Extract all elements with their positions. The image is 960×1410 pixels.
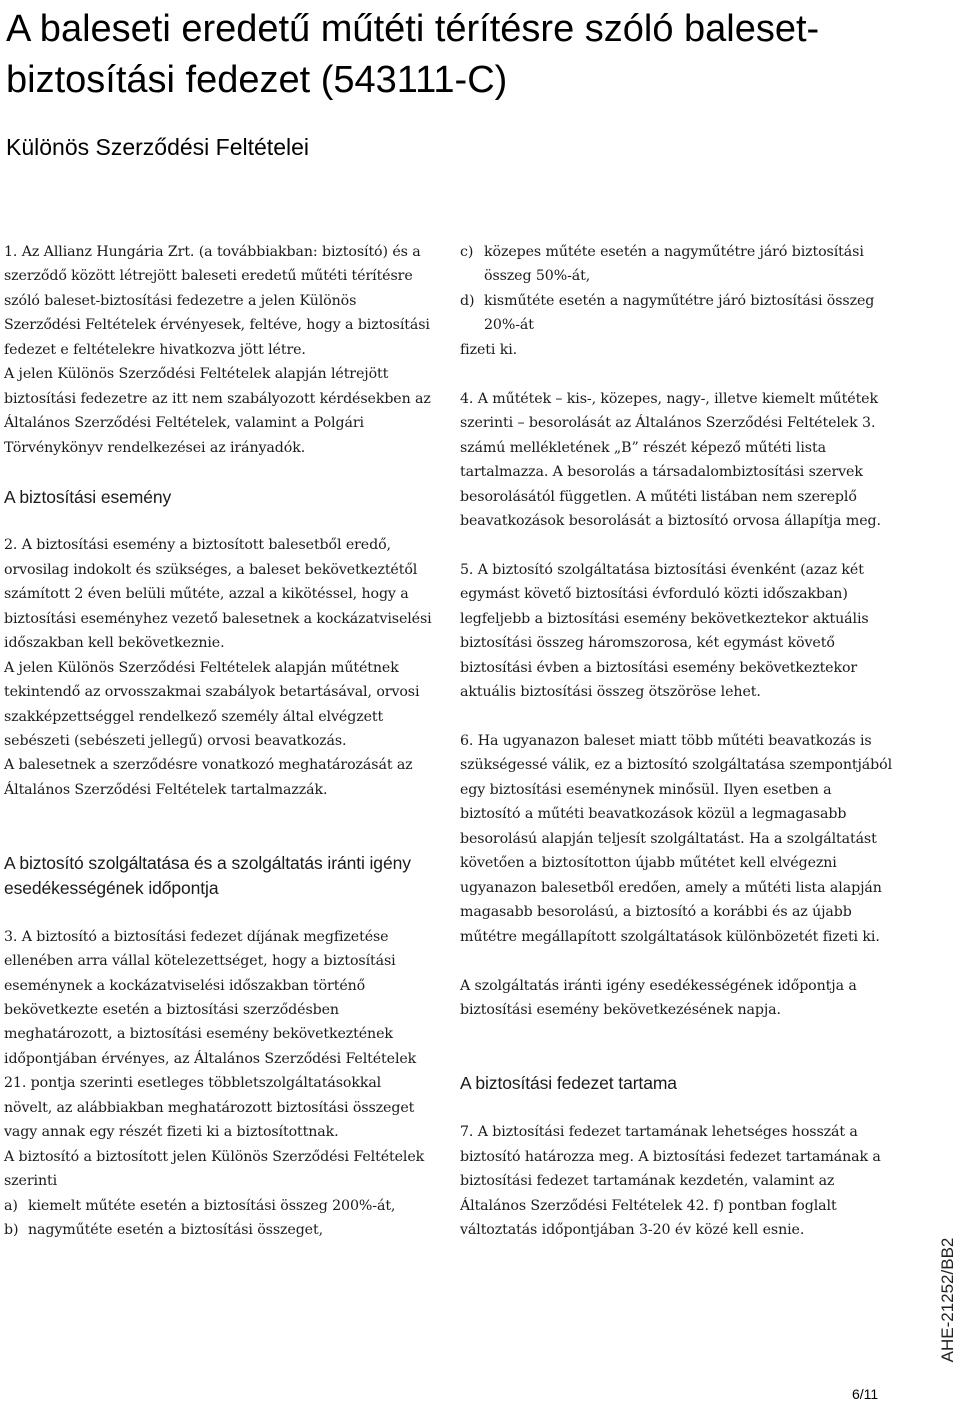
paragraph-5: 5. A biztosító szolgáltatása biztosítási évenként (azaz két egymást követő biztosítási évforduló közti időszakban) legfeljebb a biztosítási esemény bekövetkeztekor aktuális biztosítási összeg háromszorosa, két egymást követő biztosítási évben a biztosítási esemény bekövetkeztekor aktuális biztosítási összeg ötszöröse lehet. (460, 561, 869, 701)
list-label-c: c) (460, 244, 474, 260)
list-text-c: közepes műtéte esetén a nagyműtétre járó biztosítási összeg 50%-át, (484, 244, 864, 285)
list-text-d: kisműtéte esetén a nagyműtétre járó biztosítási összeg 20%-át (484, 292, 875, 334)
right-column (460, 240, 892, 1242)
page-number: 6/11 (852, 1386, 879, 1402)
paragraph-payment-intro: A biztosító a biztosított jelen Különös Szerződési Feltételek szerinti (4, 1148, 425, 1190)
list-label-d: d) (460, 292, 475, 309)
paragraph-3: 3. A biztosító a biztosítási fedezet díjának megfizetése ellenében arra vállal kötelezettséget, hogy a biztosítási eseménynek a kockázatviselési időszakban történő bekövetkezte esetén a biztosítási szerződésben meghatározott, a biztosítási esemény bekövetkeztének időpontjában érvényes, az Általános Szerződési Feltételek 21. pontja szerinti esetleges többletszolgáltatásokkal növelt, az alábbiakban meghatározott biztosítási összeget vagy annak egy részét fizeti ki a biztosítottnak. (4, 928, 417, 1141)
page-title: A baleseti eredetű műtéti térítésre szóló baleset-biztosítási fedezet (543111-C) (6, 8, 820, 101)
paragraph-4: 4. A műtétek – kis-, közepes, nagy-, illetve kiemelt műtétek szerinti – besorolását az Általános Szerződési Feltételek 3. számú mellékletének „B” részét képező műtéti lista tartalmazza. A besorolás a társadalombiztosítási szervek besorolásától független. A műtéti listában nem szereplő beavatkozások besorolását a biztosító orvosa állapítja meg. (460, 390, 881, 529)
document-code: AHE-21252/BB2 (938, 1237, 957, 1363)
paragraph-surgery-definition: A jelen Különös Szerződési Feltételek alapján műtétnek tekintendő az orvosszakmai szabályok betartásával, orvosi szakképzettséggel rendelkező személy által elvégzett sebészeti (sebészeti jellegű) orvosi beavatkozás. (4, 659, 420, 750)
paragraph-pays: fizeti ki. (460, 341, 518, 358)
page-subtitle: Különös Szerződési Feltételei (6, 134, 309, 160)
section-heading-coverage-term: A biztosítási fedezet tartama (460, 1073, 677, 1094)
section-heading-insured-event: A biztosítási esemény (4, 486, 172, 507)
paragraph-accident-definition: A balesetnek a szerződésre vonatkozó meghatározását az Általános Szerződési Feltételek tartalmazzák. (4, 757, 413, 798)
section-heading-insurer-service: A biztosító szolgáltatása és a szolgáltatás iránti igény esedékességének időpontja (4, 853, 411, 898)
paragraph-2: 2. A biztosítási esemény a biztosított balesetből eredő, orvosilag indokolt és szükséges, a baleset bekövetkeztétől számított 2 éven belüli műtéte, azzal a kikötéssel, hogy a biztosítási eseményhez vezető balesetnek a kockázatviselési időszakban kell bekövetkeznie. (4, 537, 432, 652)
list-item-a (4, 1194, 432, 1218)
list-item-d (460, 289, 892, 338)
list-item-c (460, 240, 892, 289)
list-text-b: nagyműtéte esetén a biztosítási összeget, (28, 1222, 323, 1239)
paragraph-7: 7. A biztosítási fedezet tartamának lehetséges hosszát a biztosító határozza meg. A biztosítási fedezet tartamának a biztosítási fedezet tartamának kezdetén, valamint az Általános Szerződési Feltételek 42. f) pontban foglalt változtatás időpontjában 3-20 év közé kell esnie. (460, 1124, 881, 1239)
left-column (4, 240, 432, 1243)
list-text-a: kiemelt műtéte esetén a biztosítási összeg 200%-át, (28, 1197, 396, 1214)
paragraph-1: 1. Az Allianz Hungária Zrt. (a továbbiakban: biztosító) és a szerződő között létrejött baleseti eredetű műtéti térítésre szóló baleset-biztosítási fedezetre a jelen Különös Szerződési Feltételek érvényesek, feltéve, hogy a biztosítási fedezet e feltételekre hivatkozva jött létre. (4, 244, 430, 358)
paragraph-claim-due-date: A szolgáltatás iránti igény esedékességének időpontja a biztosítási esemény bekövetkezésének napja. (460, 977, 857, 1018)
paragraph-6: 6. Ha ugyanazon baleset miatt több műtéti beavatkozás is szükségessé válik, ez a biztosító szolgáltatása szempontjából egy biztosítási eseménynek minősül. Ilyen esetben a biztosító a műtéti beavatkozások közül a legmagasabb besorolású alapján teljesít szolgáltatást. Ha a szolgáltatást követően a biztosítotton újabb műtétet kell elvégezni ugyanazon balesetből eredően, amely a műtéti lista alapján magasabb besorolású, a biztosító a korábbi és az újabb műtétre megállapított szolgáltatások különbözetét fizeti ki. (460, 733, 893, 945)
list-label-a: a) (4, 1197, 18, 1214)
paragraph-applicable-rules: A jelen Különös Szerződési Feltételek alapján létrejött biztosítási fedezetre az itt nem szabályozott kérdésekben az Általános Szerződési Feltételek, valamint a Polgári Törvénykönyv rendelkezései az irányadók. (4, 366, 431, 456)
list-item-b (4, 1218, 432, 1242)
list-label-b: b) (4, 1222, 19, 1239)
